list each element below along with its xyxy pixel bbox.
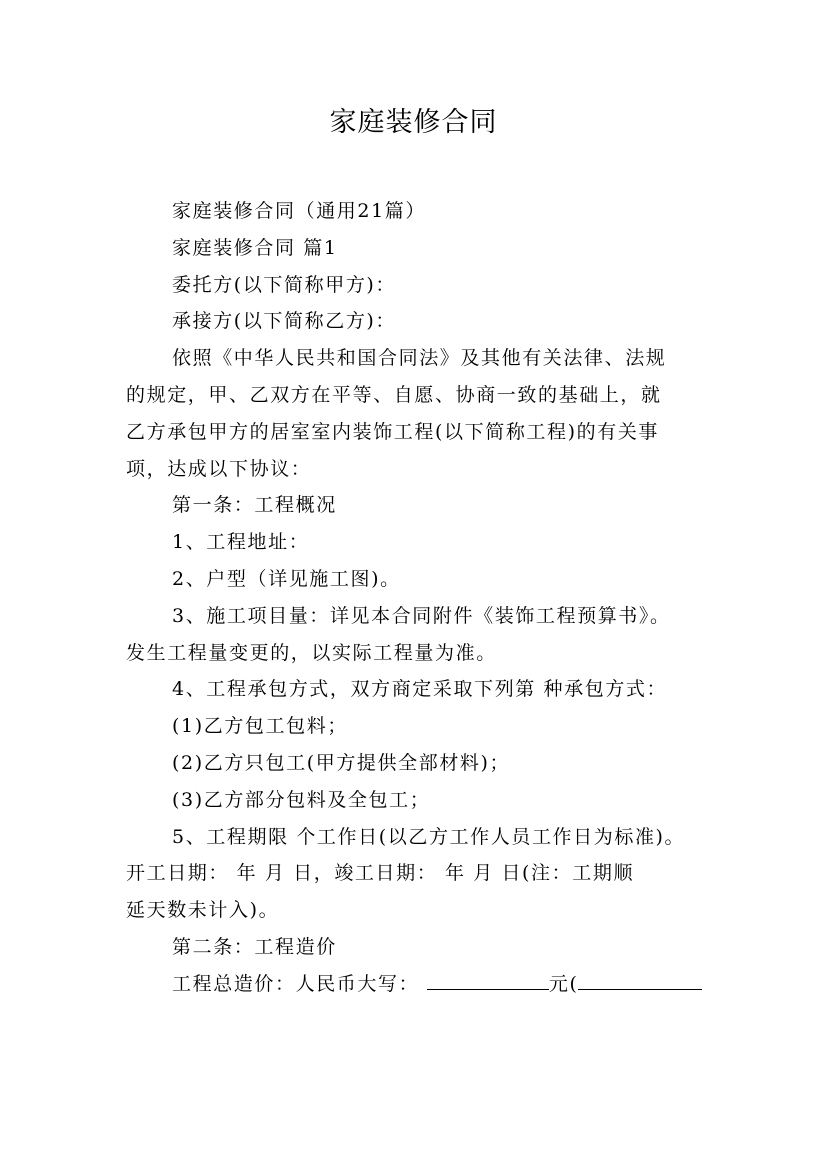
clause-line: 2、户型（详见施工图)。: [172, 567, 401, 590]
document-body: [126, 193, 726, 1003]
party-b-line: 承接方(以下简称乙方)：: [172, 310, 397, 333]
price-amount-blank-field: [578, 967, 702, 990]
paragraph-line: 的规定，甲、乙双方在平等、自愿、协商一致的基础上，就: [126, 383, 662, 406]
clause-line: 延天数未计入)。: [126, 899, 280, 922]
option-line: (2)乙方只包工(甲方提供全部材料)；: [172, 751, 511, 774]
price-currency: 元(: [548, 972, 579, 995]
document-title: 家庭装修合同: [329, 107, 498, 138]
option-line: (3)乙方部分包料及全包工；: [172, 788, 431, 811]
subtitle-line: 家庭装修合同（通用21篇）: [172, 200, 426, 222]
price-blank-field: [427, 967, 549, 990]
article-heading: 第一条：工程概况: [172, 494, 337, 517]
clause-line: 1、工程地址：: [172, 531, 310, 554]
clause-line: 3、施工项目量：详见本合同附件《装饰工程预算书》。: [172, 604, 671, 627]
price-line: [126, 966, 726, 1003]
clause-line: 发生工程量变更的，以实际工程量为准。: [126, 641, 497, 664]
paragraph-line: 依照《中华人民共和国合同法》及其他有关法律、法规: [172, 347, 667, 370]
chapter-heading: 家庭装修合同 篇1: [172, 236, 338, 259]
clause-line: 4、工程承包方式，双方商定采取下列第 种承包方式：: [172, 678, 668, 701]
option-line: (1)乙方包工包料；: [172, 715, 348, 738]
paragraph-line: 乙方承包甲方的居室室内装饰工程(以下简称工程)的有关事: [126, 420, 660, 443]
clause-line: 5、工程期限 个工作日(以乙方工作人员工作日为标准)。: [172, 825, 686, 848]
article-heading: 第二条：工程造价: [172, 935, 337, 958]
party-a-line: 委托方(以下简称甲方)：: [172, 273, 397, 296]
clause-line: 开工日期： 年 月 日，竣工日期： 年 月 日(注：工期顺: [126, 862, 635, 885]
paragraph-line: 项，达成以下协议：: [126, 457, 312, 480]
price-label: 工程总造价：人民币大写：: [172, 972, 420, 995]
